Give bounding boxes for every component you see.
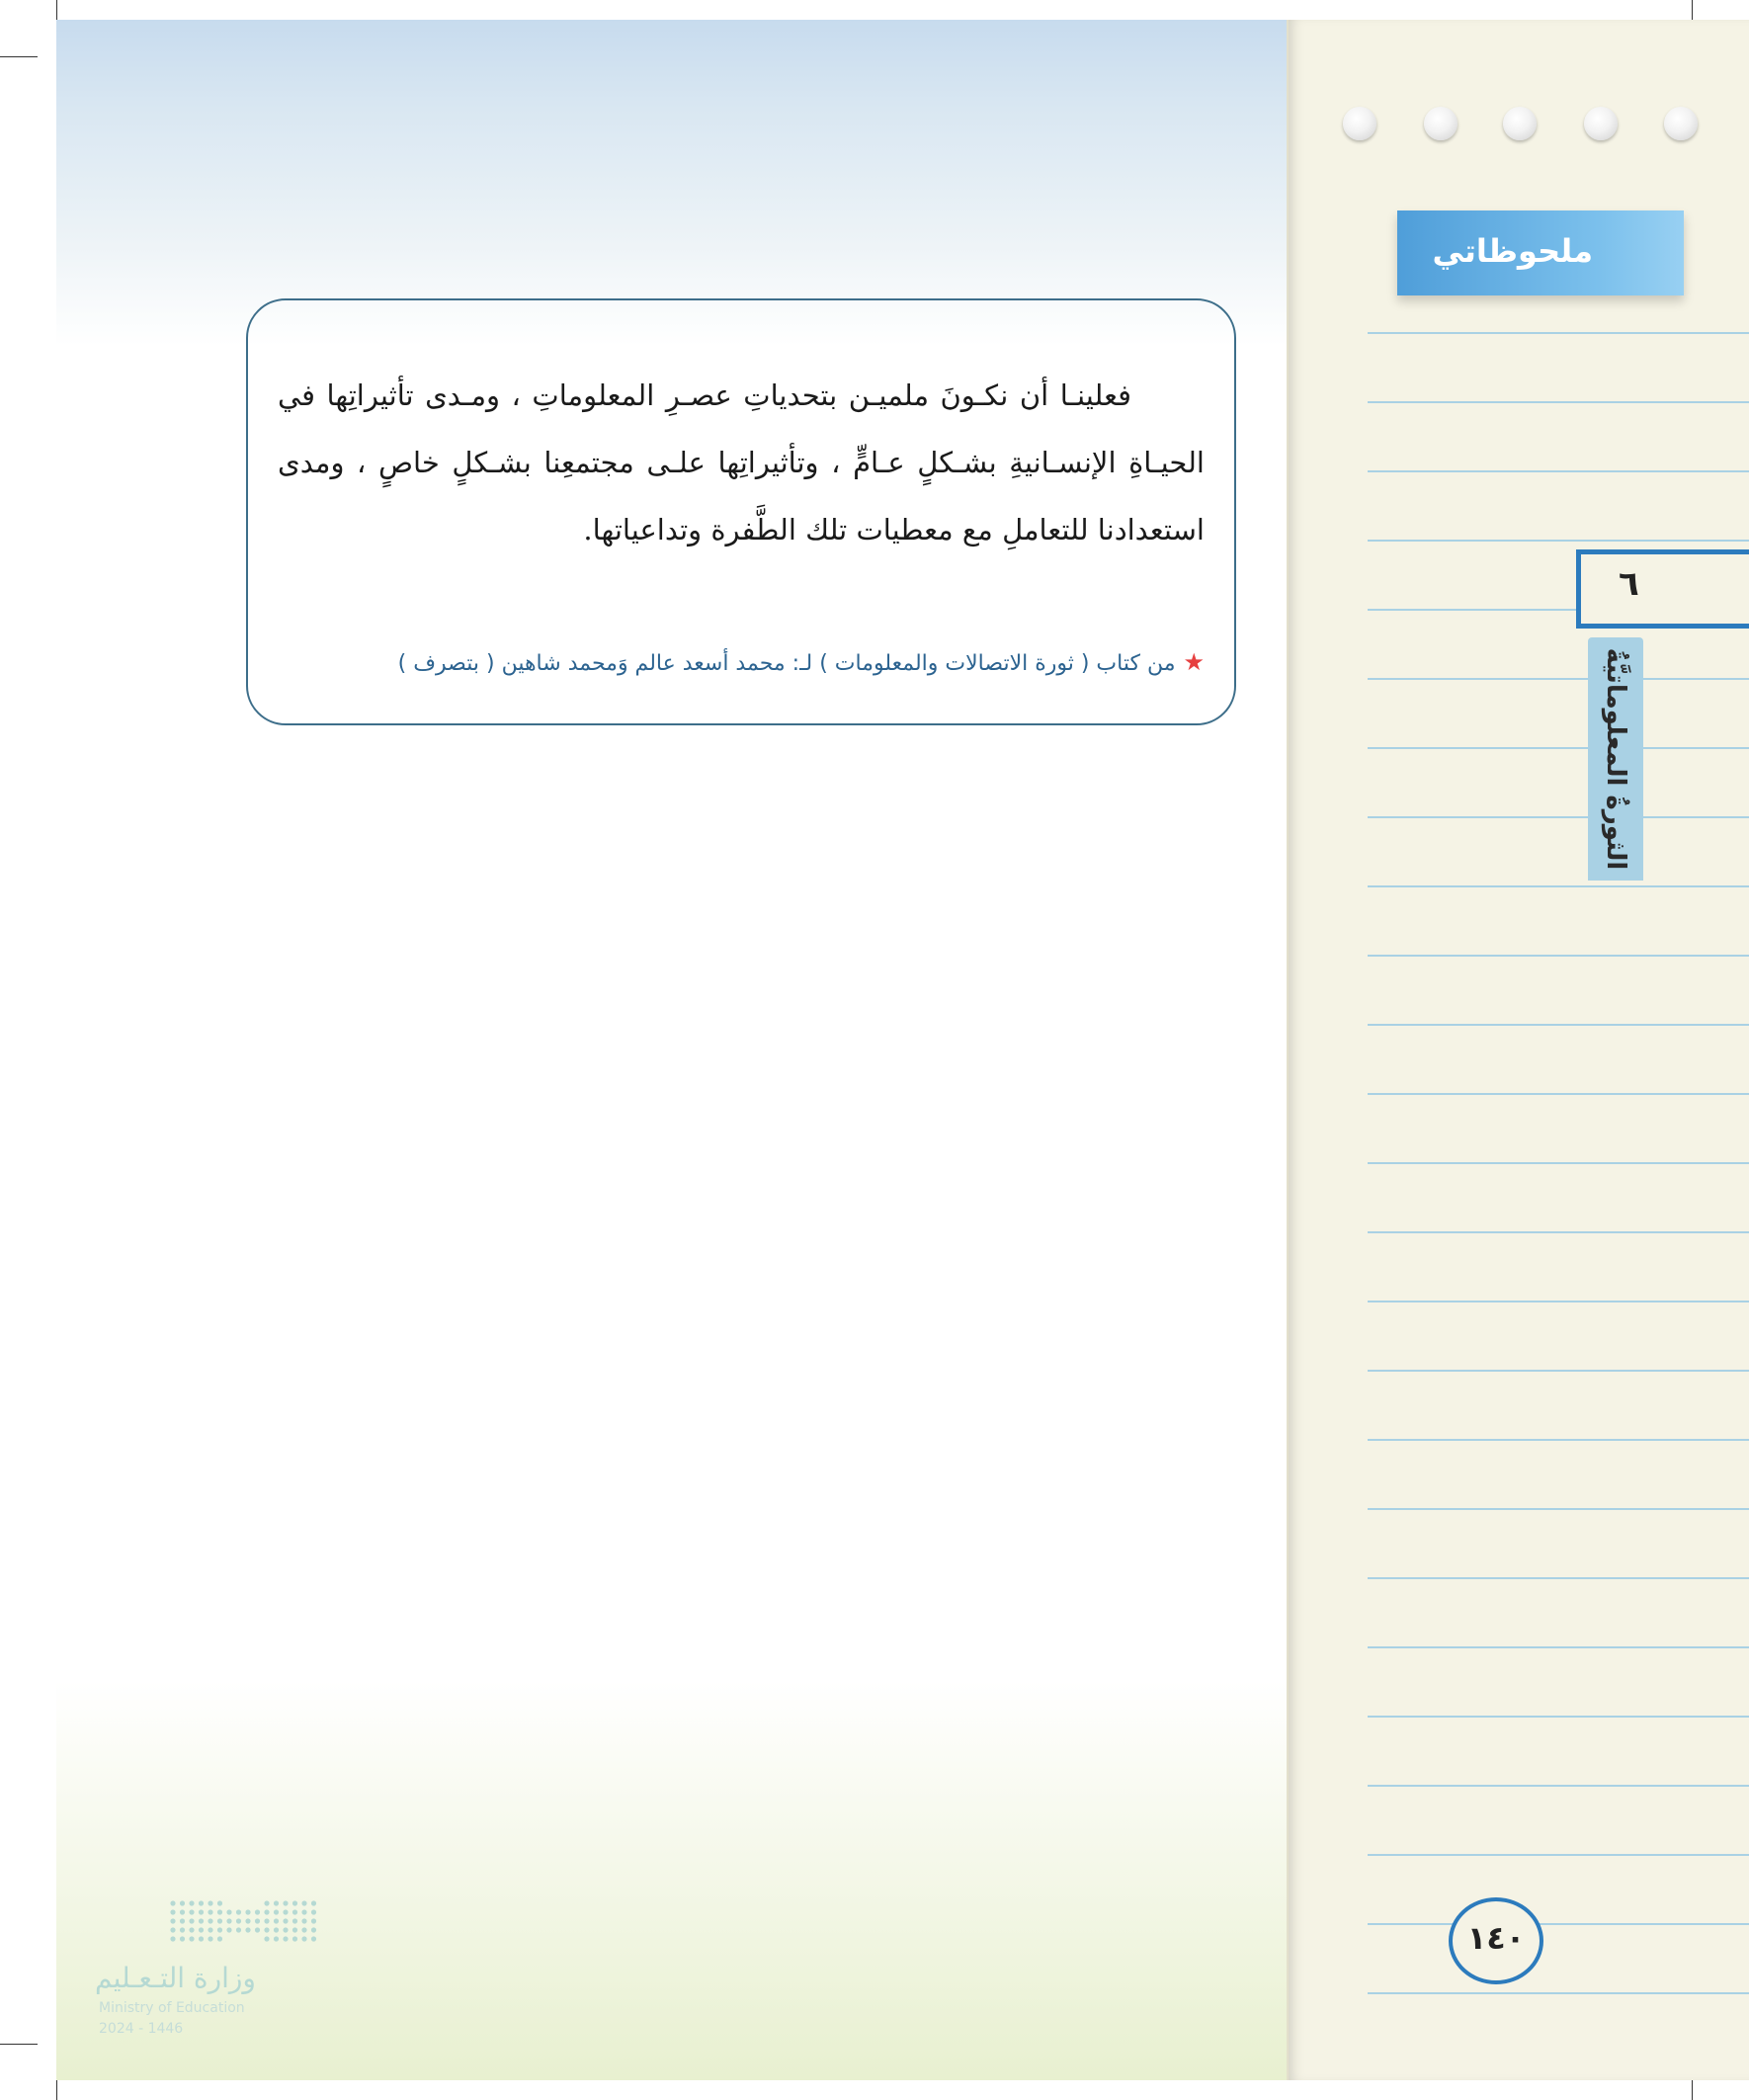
ruled-line [1368,1301,1749,1302]
notes-column [1287,20,1749,2080]
logo-dot [292,1936,297,1941]
logo-dot [245,1927,250,1932]
ruled-line [1368,885,1749,887]
logo-dot [311,1927,316,1932]
chapter-title: الثورةُ المعلوماتيَّةُ [1601,647,1630,871]
logo-dot [199,1909,204,1914]
ruled-line [1368,816,1749,818]
logo-dot [170,1936,175,1941]
logo-dot [301,1936,306,1941]
logo-dot [264,1909,269,1914]
logo-dot [226,1909,231,1914]
ruled-line [1368,1577,1749,1579]
logo-dot [199,1918,204,1923]
logo-dot [226,1927,231,1932]
logo-dot [236,1927,241,1932]
chapter-number: ٦ [1619,564,1639,604]
logo-dot [283,1909,288,1914]
logo-dot [180,1936,185,1941]
ruled-line [1368,1024,1749,1026]
ministry-name-english: Ministry of Education [99,2000,245,2016]
logo-dot [292,1927,297,1932]
ruled-line [1368,955,1749,957]
quote-paragraph [278,362,1205,563]
logo-dot [255,1918,260,1923]
logo-dot [208,1900,212,1905]
logo-dot [301,1909,306,1914]
logo-dot [236,1909,241,1914]
ruled-line [1368,1370,1749,1372]
ruled-line [1368,332,1749,334]
logo-dot [217,1900,222,1905]
logo-dot [189,1927,194,1932]
ministry-logo-icon [168,1899,326,1943]
logo-dot [180,1927,185,1932]
notes-title: ملحوظاتي [1432,232,1593,270]
logo-dot [301,1927,306,1932]
star-icon: ★ [1183,648,1205,676]
ruled-line [1368,1231,1749,1233]
logo-dot [274,1909,279,1914]
logo-dot [189,1918,194,1923]
binder-hole [1584,107,1618,140]
ruled-line [1368,401,1749,403]
logo-dot [283,1927,288,1932]
logo-dot [301,1918,306,1923]
ruled-line [1368,678,1749,680]
logo-dot [189,1900,194,1905]
ruled-line [1368,540,1749,542]
logo-dot [301,1900,306,1905]
logo-dot [274,1936,279,1941]
ruled-line [1368,1162,1749,1164]
logo-dot [292,1918,297,1923]
logo-dot [245,1918,250,1923]
logo-dot [180,1918,185,1923]
logo-dot [236,1918,241,1923]
logo-dot [264,1918,269,1923]
logo-dot [170,1909,175,1914]
page-number: ١٤٠ [1466,1919,1526,1957]
logo-dot [189,1936,194,1941]
crop-mark [0,56,38,57]
logo-dot [255,1909,260,1914]
logo-dot [264,1900,269,1905]
notes-title-banner [1397,210,1684,295]
logo-dot [311,1936,316,1941]
binder-hole [1424,107,1458,140]
logo-dot [283,1918,288,1923]
logo-year: 2024 - 1446 [99,2021,184,2037]
logo-dot [311,1918,316,1923]
logo-dot [180,1909,185,1914]
logo-dot [292,1909,297,1914]
logo-dot [217,1909,222,1914]
logo-dot [170,1927,175,1932]
logo-dot [208,1918,212,1923]
chapter-title-tab [1588,637,1643,881]
quote-box [246,298,1236,725]
ruled-line [1368,747,1749,749]
logo-dot [311,1909,316,1914]
ruled-line [1368,1508,1749,1510]
logo-dot [208,1927,212,1932]
logo-dot [226,1918,231,1923]
ruled-line [1368,1923,1749,1925]
logo-dot [245,1909,250,1914]
logo-dot [199,1900,204,1905]
binder-hole [1503,107,1537,140]
binder-hole [1664,107,1698,140]
ruled-line [1368,1093,1749,1095]
ruled-line [1368,1854,1749,1856]
ruled-line [1368,1992,1749,1994]
logo-dot [170,1900,175,1905]
logo-dot [199,1936,204,1941]
quote-source [398,648,1205,676]
ministry-name-arabic: وزارة التـعـليم [95,1962,256,1994]
crop-mark [0,2044,38,2045]
logo-dot [217,1927,222,1932]
ruled-line [1368,1716,1749,1718]
logo-dot [180,1900,185,1905]
logo-dot [217,1918,222,1923]
ruled-line [1368,470,1749,472]
logo-dot [255,1927,260,1932]
page-number-circle [1449,1897,1543,1984]
logo-dot [208,1936,212,1941]
logo-dot [208,1909,212,1914]
logo-dot [311,1900,316,1905]
logo-dot [170,1918,175,1923]
logo-dot [283,1936,288,1941]
binder-hole [1343,107,1376,140]
ruled-line [1368,1439,1749,1441]
logo-dot [274,1918,279,1923]
ruled-line [1368,1785,1749,1787]
logo-dot [189,1909,194,1914]
logo-dot [217,1936,222,1941]
quote-text: فعلينـا أن نكـونَ ملميـن بتحدياتِ عصـرِ المعلوماتِ ، ومـدى تأثيراتِها في الحيـاةِ الإنسـانيةِ بشـكلٍ عـامٍّ ، وتأثيراتِها علـى مجتمعِنا بشـكلٍ خاصٍ ، ومدى استعدادنا للتعاملِ مع معطيات تلك الطَّفرة وتداعياتها. [278,378,1205,546]
logo-dot [283,1900,288,1905]
logo-dot [274,1900,279,1905]
source-text: من كتاب ( ثورة الاتصالات والمعلومات ) لـ: محمد أسعد عالم وَمحمد شاهين ( بتصرف ) [397,651,1176,676]
logo-dot [264,1927,269,1932]
logo-dot [264,1936,269,1941]
logo-dot [274,1927,279,1932]
logo-dot [199,1927,204,1932]
ruled-line [1368,1646,1749,1648]
chapter-number-box [1576,549,1749,629]
logo-dot [292,1900,297,1905]
